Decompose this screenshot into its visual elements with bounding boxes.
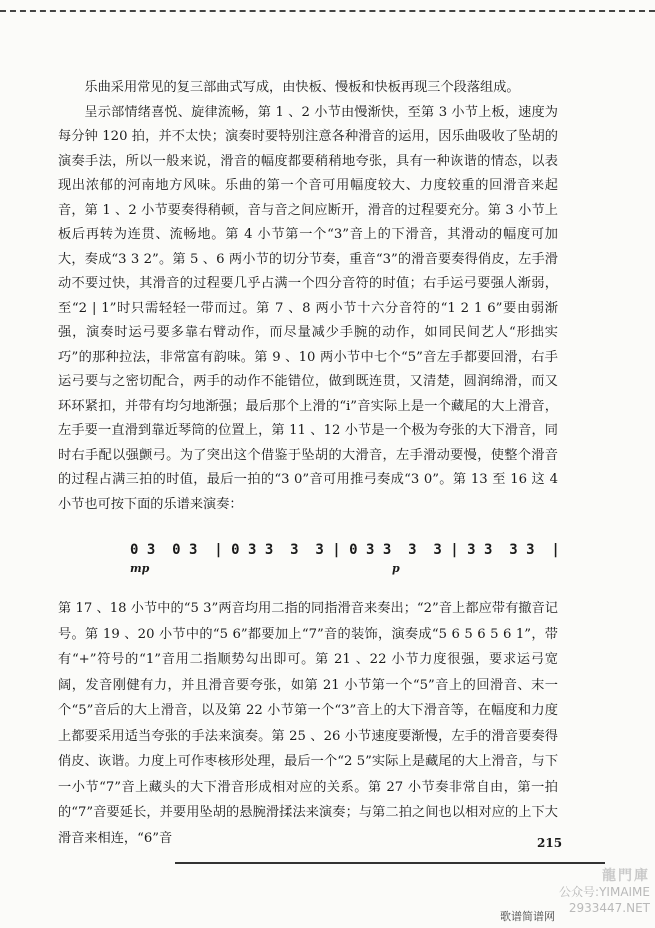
body-text-lower <box>58 596 558 851</box>
music-score <box>130 532 560 582</box>
paragraph-intro: 乐曲采用常见的复三部曲式写成，由快板、慢板和快板再现三个段落组成。 <box>84 80 520 95</box>
paragraph-exposition: 呈示部情绪喜悦、旋律流畅，第 1 、2 小节由慢渐快，至第 3 小节上板，速度为每分钟 120 拍，并不太快；演奏时要特别注意各种滑音的运用，因乐曲吸收了坠胡的演奏手法，所以一般来说，滑音的幅度都要稍稍地夸张，具有一种诙谐的情态，以表现出浓郁的河南地方风味。乐曲的第一个音可用幅度较大、力度较重的回滑音来起音，第 1 、2 小节要奏得稍顿，音与音之间应断开，滑音的过程要充分。第 3 小节上板后再转为连贯、流畅地。第 4 小节第一个“3”音上的下滑音，其滑动的幅度可加大，奏成“3 3 2”。第 5 、6 两小节的切分节奏，重音“3”的滑音要奏得俏皮，左手滑动不要过快，其滑音的过程要几乎占满一个四分音符的时值；右手运弓要强人渐弱，至“2 | 1”时只需轻轻一带而过。第 7 、8 两小节十六分音符的“1 2 1 6”要由弱渐强，演奏时运弓要多靠右臂动作，而尽量减少手腕的动作，如同民间艺人“形拙实巧”的那种拉法，非常富有韵味。第 9 、10 两小节中七个“5”音左手都要回滑，右手运弓要与之密切配合，两手的动作不能错位，做到既连贯，又清楚，圆润绵滑，而又环环紧扣，并带有均匀地渐强；最后那个上滑的“i”音实际上是一个藏尾的大上滑音，左手要一直滑到靠近琴筒的位置上，第 11 、12 小节是一个极为夸张的大下滑音，同时右手配以强颤弓。为了突出这个借鉴于坠胡的大滑音，左手滑动要慢，使整个滑音的过程占满三拍的时值，最后一拍的“3 0”音可用推弓奏成“3 0”。第 13 至 16 这 4 小节也可按下面的乐谱来演奏： <box>58 104 558 512</box>
dynamic-p: p <box>392 562 400 575</box>
body-text-upper <box>58 76 558 517</box>
score-notation: 0 3 0 3 | 0 3 3 3 3 | 0 3 3 3 3 | 3 3 3 3 | <box>130 542 560 558</box>
watermark-logo: 龍門庫 <box>602 868 650 884</box>
watermark-line2: 2933447.NET <box>568 901 650 915</box>
dynamic-mp: mp <box>130 562 150 575</box>
paragraph-bars-17-27: 第 17 、18 小节中的“5 3”两音均用二指的同指滑音来奏出；“2”音上都应带有撤音记号。第 19 、20 小节中的“5 6”都要加上“7”音的装饰，演奏成“5 6 5 6 5 6 1”，带有“+”符号的“1”音用二指顺势勾出即可。第 21 、22 小节力度很强，要求运弓宽阔，发音刚健有力，并且滑音要夸张，如第 21 小节第一个“5”音上的回滑音、末一个“5”音后的大上滑音，以及第 22 小节第一个“3”音上的大下滑音等，在幅度和力度上都要采用适当夸张的手法来演奏。第 25 、26 小节速度要渐慢，左手的滑音要奏得俏皮、诙谐。力度上可作枣核形处理，最后一个“2 5”实际上是藏尾的大上滑音，与下一小节“7”音上藏头的大下滑音形成相对应的关系。第 27 小节奏非常自由，第一拍的“7”音要延长，并要用坠胡的悬腕滑揉法来演奏；与第二拍之间也以相对应的上下大滑音来相连，“6”音 <box>58 601 558 846</box>
page-number: 215 <box>537 836 563 850</box>
bottom-rule <box>175 862 605 864</box>
top-dashed-rule <box>0 10 655 12</box>
footer-site: 歌谱简谱网 <box>500 910 555 923</box>
watermark-line1: 公众号:YIMAIME <box>559 885 650 899</box>
